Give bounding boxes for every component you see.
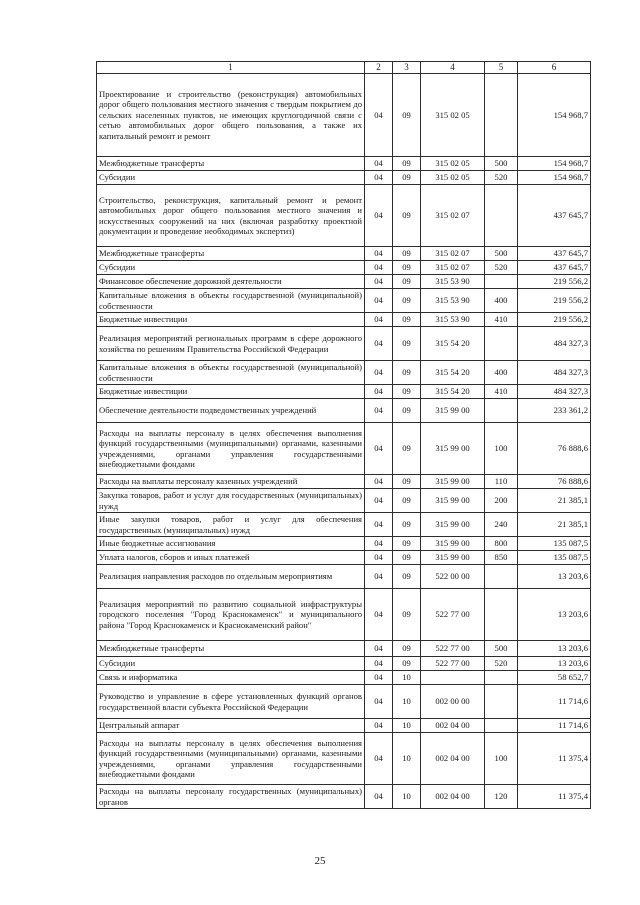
cell-amount: 13 203,6 — [518, 657, 591, 671]
cell-name: Расходы на выплаты персоналу казенных учреждений — [97, 475, 365, 489]
table-row — [97, 551, 591, 565]
cell-section: 04 — [365, 385, 393, 399]
cell-subsection: 09 — [393, 361, 421, 385]
cell-expense-type: 520 — [485, 657, 518, 671]
cell-subsection: 09 — [393, 171, 421, 185]
cell-target-code: 315 02 07 — [421, 185, 485, 247]
table-row — [97, 289, 591, 313]
cell-section: 04 — [365, 261, 393, 275]
cell-section: 04 — [365, 275, 393, 289]
cell-expense-type: 240 — [485, 513, 518, 537]
cell-expense-type: 520 — [485, 261, 518, 275]
cell-section: 04 — [365, 423, 393, 475]
cell-subsection: 10 — [393, 719, 421, 733]
cell-name: Иные закупки товаров, работ и услуг для обеспечения государственных (муниципальных) нужд — [97, 513, 365, 537]
cell-amount: 233 361,2 — [518, 399, 591, 423]
cell-name: Расходы на выплаты персоналу государственных (муниципальных) органов — [97, 785, 365, 809]
cell-name: Бюджетные инвестиции — [97, 313, 365, 327]
cell-section: 04 — [365, 157, 393, 171]
cell-subsection: 09 — [393, 313, 421, 327]
cell-expense-type: 410 — [485, 385, 518, 399]
cell-target-code: 002 04 00 — [421, 785, 485, 809]
cell-section: 04 — [365, 785, 393, 809]
cell-subsection: 10 — [393, 671, 421, 685]
cell-expense-type: 100 — [485, 423, 518, 475]
cell-section: 04 — [365, 361, 393, 385]
cell-amount: 21 385,1 — [518, 513, 591, 537]
cell-target-code: 522 00 00 — [421, 565, 485, 589]
cell-amount: 484 327,3 — [518, 385, 591, 399]
cell-target-code: 315 02 05 — [421, 74, 485, 157]
cell-expense-type — [485, 399, 518, 423]
cell-section: 04 — [365, 719, 393, 733]
cell-target-code: 522 77 00 — [421, 657, 485, 671]
cell-amount: 219 556,2 — [518, 275, 591, 289]
cell-expense-type: 520 — [485, 171, 518, 185]
cell-expense-type: 500 — [485, 641, 518, 657]
cell-expense-type: 200 — [485, 489, 518, 513]
cell-subsection: 09 — [393, 657, 421, 671]
cell-subsection: 09 — [393, 537, 421, 551]
cell-subsection: 09 — [393, 157, 421, 171]
cell-amount: 11 375,4 — [518, 785, 591, 809]
cell-subsection: 09 — [393, 261, 421, 275]
cell-section: 04 — [365, 399, 393, 423]
cell-expense-type — [485, 685, 518, 719]
cell-name: Связь и информатика — [97, 671, 365, 685]
cell-name: Межбюджетные трансферты — [97, 157, 365, 171]
cell-target-code: 315 99 00 — [421, 489, 485, 513]
cell-section: 04 — [365, 641, 393, 657]
cell-section: 04 — [365, 247, 393, 261]
cell-subsection: 09 — [393, 247, 421, 261]
cell-section: 04 — [365, 289, 393, 313]
table-row — [97, 641, 591, 657]
cell-name: Субсидии — [97, 261, 365, 275]
cell-subsection: 09 — [393, 423, 421, 475]
table-row — [97, 327, 591, 361]
cell-expense-type — [485, 74, 518, 157]
table-row — [97, 157, 591, 171]
cell-section: 04 — [365, 537, 393, 551]
cell-name: Закупка товаров, работ и услуг для государственных (муниципальных) нужд — [97, 489, 365, 513]
table-row — [97, 489, 591, 513]
table-row — [97, 171, 591, 185]
cell-expense-type — [485, 719, 518, 733]
table-row — [97, 385, 591, 399]
cell-amount: 154 968,7 — [518, 171, 591, 185]
cell-amount: 437 645,7 — [518, 185, 591, 247]
cell-expense-type — [485, 671, 518, 685]
cell-name: Уплата налогов, сборов и иных платежей — [97, 551, 365, 565]
cell-amount: 11 714,6 — [518, 719, 591, 733]
cell-subsection: 09 — [393, 475, 421, 489]
cell-name: Проектирование и строительство (реконструкция) автомобильных дорог общего пользования местного значения с твердым покрытием до сельских населенных пунктов, не имеющих круглогодичной связи с сетью автомобильных дорог общего пользования, а также их капитальный ремонт и ремонт — [97, 74, 365, 157]
cell-subsection: 09 — [393, 641, 421, 657]
cell-subsection: 09 — [393, 399, 421, 423]
cell-amount: 135 087,5 — [518, 537, 591, 551]
cell-target-code: 315 99 00 — [421, 537, 485, 551]
cell-subsection: 09 — [393, 385, 421, 399]
cell-expense-type: 120 — [485, 785, 518, 809]
cell-section: 04 — [365, 565, 393, 589]
table-row — [97, 589, 591, 641]
cell-expense-type: 800 — [485, 537, 518, 551]
cell-section: 04 — [365, 74, 393, 157]
header-cell-2: 2 — [365, 62, 393, 74]
cell-amount: 437 645,7 — [518, 247, 591, 261]
table-row — [97, 537, 591, 551]
cell-name: Субсидии — [97, 171, 365, 185]
cell-section: 04 — [365, 685, 393, 719]
cell-target-code: 315 53 90 — [421, 289, 485, 313]
cell-name: Реализация направления расходов по отдельным мероприятиям — [97, 565, 365, 589]
cell-amount: 484 327,3 — [518, 327, 591, 361]
budget-table — [96, 61, 591, 809]
cell-subsection: 10 — [393, 685, 421, 719]
table-row — [97, 185, 591, 247]
cell-expense-type: 400 — [485, 289, 518, 313]
cell-amount: 11 714,6 — [518, 685, 591, 719]
cell-name: Субсидии — [97, 657, 365, 671]
cell-subsection: 09 — [393, 489, 421, 513]
cell-amount: 11 375,4 — [518, 733, 591, 785]
cell-name: Иные бюджетные ассигнования — [97, 537, 365, 551]
budget-table-body — [97, 62, 591, 809]
cell-name: Центральный аппарат — [97, 719, 365, 733]
cell-target-code: 315 99 00 — [421, 423, 485, 475]
cell-amount: 219 556,2 — [518, 289, 591, 313]
cell-subsection: 09 — [393, 289, 421, 313]
header-cell-6: 6 — [518, 62, 591, 74]
cell-amount: 13 203,6 — [518, 565, 591, 589]
cell-name: Руководство и управление в сфере установленных функций органов государственной власти субъекта Российской Федерации — [97, 685, 365, 719]
cell-name: Расходы на выплаты персоналу в целях обеспечения выполнения функций государственными (муниципальными) органами, казенными учреждениями, органами управления государственными внебюджетными фондами — [97, 423, 365, 475]
table-header-row — [97, 62, 591, 74]
cell-subsection: 09 — [393, 565, 421, 589]
cell-expense-type: 110 — [485, 475, 518, 489]
cell-expense-type — [485, 275, 518, 289]
cell-section: 04 — [365, 551, 393, 565]
cell-name: Реализация мероприятий региональных программ в сфере дорожного хозяйства по решениям Правительства Российской Федерации — [97, 327, 365, 361]
table-row — [97, 785, 591, 809]
cell-name: Капитальные вложения в объекты государственной (муниципальной) собственности — [97, 289, 365, 313]
cell-target-code: 315 02 07 — [421, 247, 485, 261]
table-row — [97, 513, 591, 537]
table-row — [97, 399, 591, 423]
cell-target-code: 315 99 00 — [421, 475, 485, 489]
cell-name: Строительство, реконструкция, капитальный ремонт и ремонт автомобильных дорог общего пользования местного значения и искусственных сооружений на них (включая разработку проектной документации и проведение необходимых экспертиз) — [97, 185, 365, 247]
cell-target-code: 315 54 20 — [421, 327, 485, 361]
cell-target-code: 002 00 00 — [421, 685, 485, 719]
cell-expense-type — [485, 565, 518, 589]
cell-target-code: 002 04 00 — [421, 733, 485, 785]
cell-expense-type — [485, 185, 518, 247]
cell-expense-type: 400 — [485, 361, 518, 385]
cell-amount: 154 968,7 — [518, 74, 591, 157]
cell-subsection: 09 — [393, 327, 421, 361]
cell-expense-type: 410 — [485, 313, 518, 327]
cell-name: Обеспечение деятельности подведомственных учреждений — [97, 399, 365, 423]
cell-name: Финансовое обеспечение дорожной деятельности — [97, 275, 365, 289]
header-cell-3: 3 — [393, 62, 421, 74]
table-row — [97, 74, 591, 157]
cell-target-code: 522 77 00 — [421, 641, 485, 657]
table-row — [97, 733, 591, 785]
cell-section: 04 — [365, 313, 393, 327]
table-row — [97, 685, 591, 719]
table-row — [97, 247, 591, 261]
cell-expense-type: 500 — [485, 157, 518, 171]
cell-section: 04 — [365, 733, 393, 785]
table-row — [97, 261, 591, 275]
cell-target-code: 315 99 00 — [421, 399, 485, 423]
cell-amount: 219 556,2 — [518, 313, 591, 327]
cell-name: Межбюджетные трансферты — [97, 641, 365, 657]
cell-name: Капитальные вложения в объекты государственной (муниципальной) собственности — [97, 361, 365, 385]
cell-amount: 76 888,6 — [518, 475, 591, 489]
cell-section: 04 — [365, 327, 393, 361]
cell-amount: 13 203,6 — [518, 589, 591, 641]
table-row — [97, 361, 591, 385]
cell-amount: 437 645,7 — [518, 261, 591, 275]
cell-target-code: 315 99 00 — [421, 513, 485, 537]
cell-section: 04 — [365, 657, 393, 671]
cell-subsection: 09 — [393, 551, 421, 565]
cell-subsection: 09 — [393, 513, 421, 537]
cell-amount: 154 968,7 — [518, 157, 591, 171]
cell-target-code: 315 54 20 — [421, 361, 485, 385]
cell-target-code: 315 02 07 — [421, 261, 485, 275]
page-number: 25 — [314, 855, 326, 867]
cell-expense-type: 850 — [485, 551, 518, 565]
cell-name: Межбюджетные трансферты — [97, 247, 365, 261]
cell-subsection: 09 — [393, 185, 421, 247]
cell-target-code: 522 77 00 — [421, 589, 485, 641]
cell-target-code: 315 02 05 — [421, 171, 485, 185]
table-row — [97, 475, 591, 489]
cell-subsection: 09 — [393, 74, 421, 157]
cell-target-code: 315 53 90 — [421, 275, 485, 289]
cell-amount: 13 203,6 — [518, 641, 591, 657]
cell-target-code: 002 04 00 — [421, 719, 485, 733]
cell-target-code: 315 53 90 — [421, 313, 485, 327]
cell-subsection: 10 — [393, 733, 421, 785]
table-row — [97, 565, 591, 589]
cell-subsection: 10 — [393, 785, 421, 809]
cell-section: 04 — [365, 475, 393, 489]
table-row — [97, 313, 591, 327]
cell-section: 04 — [365, 513, 393, 537]
cell-expense-type — [485, 327, 518, 361]
cell-name: Реализация мероприятий по развитию социальной инфраструктуры городского поселения "Город Краснокаменск" и муниципального района "Город Краснокаменск и Краснокаменский район" — [97, 589, 365, 641]
cell-target-code: 315 99 00 — [421, 551, 485, 565]
cell-subsection: 09 — [393, 589, 421, 641]
table-row — [97, 423, 591, 475]
cell-amount: 21 385,1 — [518, 489, 591, 513]
budget-table-container — [96, 61, 590, 809]
table-row — [97, 275, 591, 289]
cell-target-code: 315 54 20 — [421, 385, 485, 399]
cell-name: Расходы на выплаты персоналу в целях обеспечения выполнения функций государственными (муниципальными) органами, казенными учреждениями, органами управления государственными внебюджетными фондами — [97, 733, 365, 785]
header-cell-5: 5 — [485, 62, 518, 74]
cell-section: 04 — [365, 185, 393, 247]
cell-expense-type — [485, 589, 518, 641]
header-cell-1: 1 — [97, 62, 365, 74]
cell-section: 04 — [365, 589, 393, 641]
cell-expense-type: 100 — [485, 733, 518, 785]
cell-amount: 58 652,7 — [518, 671, 591, 685]
cell-section: 04 — [365, 671, 393, 685]
cell-section: 04 — [365, 489, 393, 513]
cell-subsection: 09 — [393, 275, 421, 289]
header-cell-4: 4 — [421, 62, 485, 74]
table-row — [97, 719, 591, 733]
cell-target-code — [421, 671, 485, 685]
cell-name: Бюджетные инвестиции — [97, 385, 365, 399]
cell-amount: 76 888,6 — [518, 423, 591, 475]
cell-section: 04 — [365, 171, 393, 185]
cell-target-code: 315 02 05 — [421, 157, 485, 171]
cell-amount: 484 327,3 — [518, 361, 591, 385]
table-row — [97, 671, 591, 685]
cell-expense-type: 500 — [485, 247, 518, 261]
cell-amount: 135 087,5 — [518, 551, 591, 565]
table-row — [97, 657, 591, 671]
